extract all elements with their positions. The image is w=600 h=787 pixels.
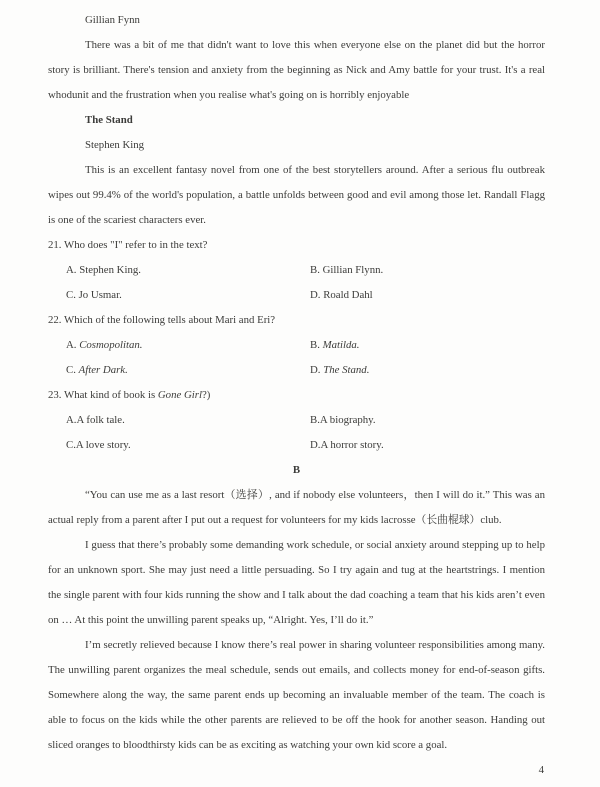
question-23-book-title: Gone Girl [157, 389, 202, 401]
option-21-a: A. Stephen King. [66, 264, 141, 276]
option-22-b: B. Matilda. [310, 339, 360, 351]
question-23-options-row-1 [48, 408, 545, 433]
question-22-stem [48, 308, 545, 333]
question-21-options-row-2 [48, 283, 545, 308]
option-21-c: C. Jo Usmar. [66, 289, 122, 301]
option-21-b: B. Gillian Flynn. [310, 264, 384, 276]
question-22-text: 22. Which of the following tells about Mari and Eri? [48, 314, 276, 326]
reviewer-name: Gillian Fynn [85, 14, 140, 26]
option-21-d: D. Roald Dahl [310, 289, 373, 301]
section-b-heading: B [292, 464, 301, 476]
passage-b-paragraph-1: “You can use me as a last resort（选择）, and if nobody else volunteers，then I will do it.” This was an actual reply from a parent after I put out a request for volunteers for my kids lacrosse（长曲棍球）club. [48, 489, 545, 526]
author-name: Stephen King [85, 139, 145, 151]
review-paragraph-the-stand: This is an excellent fantasy novel from one of the best storytellers around. After a serious flu outbreak wipes out 99.4% of the world's population, a battle unfolds between good and evil among those let. Randall Flagg is one of the scariest characters ever. [48, 164, 545, 226]
option-22-c: C. After Dark. [66, 364, 128, 376]
question-22-options-row-1 [48, 333, 545, 358]
question-21-options-row-1 [48, 258, 545, 283]
page-number: 4 [538, 764, 544, 776]
review-paragraph-gone-girl: There was a bit of me that didn't want to love this when everyone else on the planet did but the horror story is brilliant. There's tension and anxiety from the beginning as Nick and Amy battle for your trust. It's a real whodunit and the frustration when you realise what's going on is horribly enjoyable [48, 39, 545, 101]
question-23-text: 23. What kind of book is [48, 389, 158, 401]
question-23-options-row-2 [48, 433, 545, 458]
option-22-d: D. The Stand. [310, 364, 370, 376]
passage-b-paragraph-3: I’m secretly relieved because I know there’s real power in sharing volunteer responsibilities among many. The unwilling parent organizes the meal schedule, sends out emails, and collects money for end-of-season gifts. Somewhere along the way, the same parent ends up becoming an invaluable member of the team. The coach is able to focus on the kids while the other parents are relieved to be off the hook for another season. Handing out sliced oranges to bloodthirsty kids can be as exciting as watching your own kid score a goal. [48, 639, 545, 751]
question-21-stem [48, 233, 545, 258]
option-23-b: B.A biography. [310, 414, 376, 426]
option-23-d: D.A horror story. [310, 439, 384, 451]
question-22-options-row-2 [48, 358, 545, 383]
question-21-text: 21. Who does "I" refer to in the text? [48, 239, 208, 251]
question-23-stem: 23. What kind of book is Gone Girl?) [48, 389, 211, 401]
passage-b-paragraph-2: I guess that there’s probably some demanding work schedule, or social anxiety around stepping up to help for an unknown sport. She may just need a little persuading. So I try again and tug at the heartstrings. I mention the single parent with four kids running the show and I talk about the dad coaching a team that his kids aren’t even on … At this point the unwilling parent speaks up, “Alright. Yes, I’ll do it.” [48, 539, 545, 626]
book-title-the-stand: The Stand [85, 114, 133, 126]
option-22-a: A. Cosmopolitan. [66, 339, 143, 351]
option-23-c: C.A love story. [66, 439, 131, 451]
option-23-a: A.A folk tale. [66, 414, 125, 426]
